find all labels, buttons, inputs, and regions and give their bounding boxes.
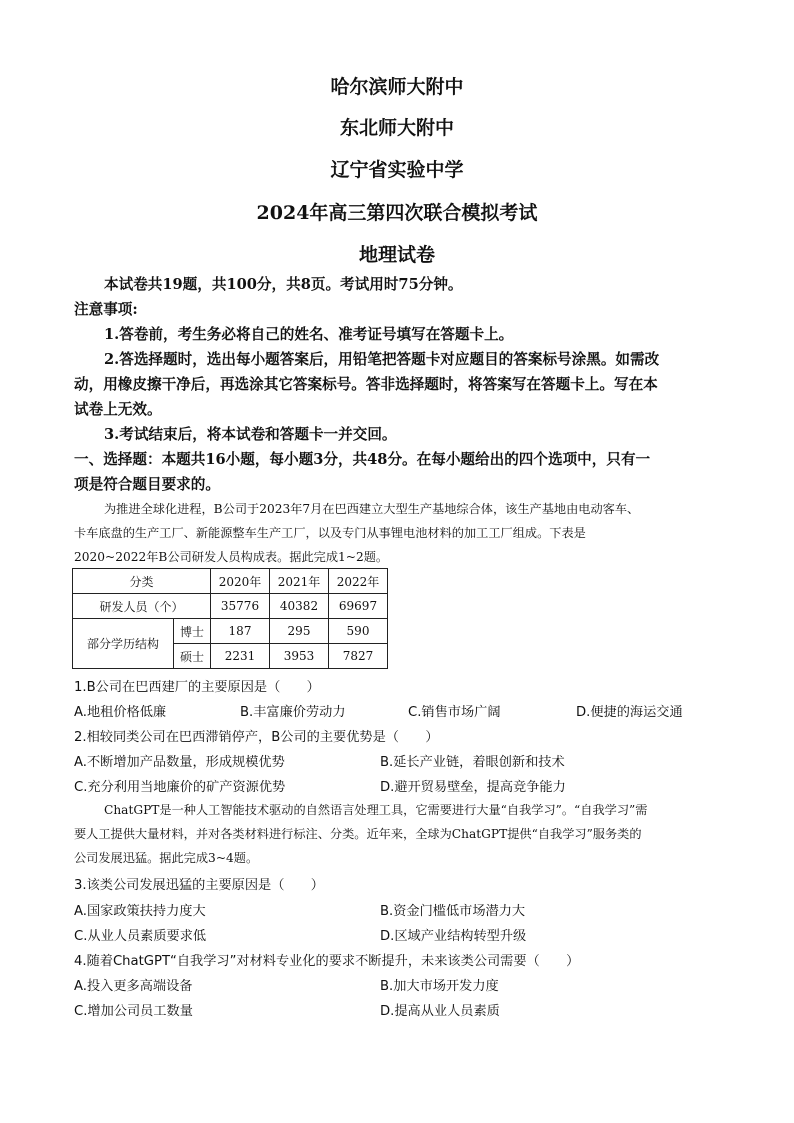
passage-2-line-3: 公司发展迅猛。据此完成3~4题。 bbox=[74, 851, 259, 865]
question-2-option-a: A.不断增加产品数量，形成规模优势 bbox=[74, 755, 285, 770]
question-2-option-d: D.避开贸易壁垒，提高竞争能力 bbox=[380, 780, 566, 795]
note-1: 1.答卷前，考生务必将自己的姓名、准考证号填写在答题卡上。 bbox=[104, 326, 514, 343]
table-cell: 187 bbox=[211, 619, 270, 644]
question-1-option-a: A.地租价格低廉 bbox=[74, 705, 167, 720]
question-3-option-b: B.资金门槛低市场潜力大 bbox=[380, 904, 526, 919]
table-cell: 295 bbox=[270, 619, 329, 644]
rd-staff-table bbox=[72, 568, 388, 669]
table-cell: 590 bbox=[329, 619, 388, 644]
note-2-line-2: 动，用橡皮擦干净后，再选涂其它答案标号。答非选择题时，将答案写在答题卡上。写在本 bbox=[74, 376, 658, 393]
note-2-line-1: 2.答选择题时，选出每小题答案后，用铅笔把答题卡对应题目的答案标号涂黑。如需改 bbox=[104, 351, 660, 368]
subject-title: 地理试卷 bbox=[358, 244, 435, 266]
question-4-option-b: B.加大市场开发力度 bbox=[380, 979, 499, 994]
question-1-option-d: D.便捷的海运交通 bbox=[576, 705, 683, 720]
table-row bbox=[73, 594, 388, 619]
question-2-stem: 2.相较同类公司在巴西滞销停产，B公司的主要优势是（ ） bbox=[74, 730, 439, 745]
passage-1-line-3: 2020~2022年B公司研发人员构成表。据此完成1~2题。 bbox=[74, 550, 389, 564]
table-cell: 35776 bbox=[211, 594, 270, 619]
section-1-heading-line-2: 项是符合题目要求的。 bbox=[74, 476, 220, 493]
table-cell: 40382 bbox=[270, 594, 329, 619]
note-3: 3.考试结束后，将本试卷和答题卡一并交回。 bbox=[104, 426, 397, 443]
table-row bbox=[73, 619, 388, 644]
question-3-option-c: C.从业人员素质要求低 bbox=[74, 929, 207, 944]
table-cell: 7827 bbox=[329, 644, 388, 669]
question-4-stem: 4.随着ChatGPT“自我学习”对材料专业化的要求不断提升，未来该类公司需要（ ） bbox=[74, 954, 580, 969]
question-1-option-b: B.丰富廉价劳动力 bbox=[240, 705, 346, 720]
table-row-label-phd: 博士 bbox=[174, 619, 211, 644]
passage-2-line-1: ChatGPT是一种人工智能技术驱动的自然语言处理工具，它需要进行大量“自我学习”。“自我学习”需 bbox=[104, 803, 648, 817]
table-cell: 69697 bbox=[329, 594, 388, 619]
exam-intro: 本试卷共19题，共100分，共8页。考试用时75分钟。 bbox=[104, 276, 463, 293]
question-4-option-c: C.增加公司员工数量 bbox=[74, 1004, 193, 1019]
table-row-label-master: 硕士 bbox=[174, 644, 211, 669]
table-header-row bbox=[73, 569, 388, 594]
question-4-option-a: A.投入更多高端设备 bbox=[74, 979, 193, 994]
school-name-liaoning: 辽宁省实验中学 bbox=[330, 159, 464, 181]
table-group-label: 部分学历结构 bbox=[73, 619, 174, 669]
table-header-2021: 2021年 bbox=[270, 569, 329, 594]
table-row-label-staff: 研发人员（个） bbox=[73, 594, 211, 619]
question-3-option-a: A.国家政策扶持力度大 bbox=[74, 904, 206, 919]
question-3-option-d: D.区域产业结构转型升级 bbox=[380, 929, 527, 944]
table-cell: 3953 bbox=[270, 644, 329, 669]
question-1-stem: 1.B公司在巴西建厂的主要原因是（ ） bbox=[74, 680, 320, 695]
section-1-heading-line-1: 一、选择题：本题共16小题，每小题3分，共48分。在每小题给出的四个选项中，只有一 bbox=[74, 451, 651, 468]
notes-title: 注意事项: bbox=[74, 301, 138, 318]
question-1-option-c: C.销售市场广阔 bbox=[408, 705, 501, 720]
table-cell: 2231 bbox=[211, 644, 270, 669]
passage-1-line-1: 为推进全球化进程，B公司于2023年7月在巴西建立大型生产基地综合体，该生产基地由电动客车、 bbox=[104, 502, 640, 516]
question-2-option-c: C.充分利用当地廉价的矿产资源优势 bbox=[74, 780, 286, 795]
table-header-category: 分类 bbox=[73, 569, 211, 594]
table-header-2022: 2022年 bbox=[329, 569, 388, 594]
passage-2-line-2: 要人工提供大量材料，并对各类材料进行标注、分类。近年来，全球为ChatGPT提供“自我学习”服务类的 bbox=[74, 827, 642, 841]
question-3-stem: 3.该类公司发展迅猛的主要原因是（ ） bbox=[74, 878, 324, 893]
exam-title: 2024年高三第四次联合模拟考试 bbox=[256, 202, 538, 224]
table-header-2020: 2020年 bbox=[211, 569, 270, 594]
note-2-line-3: 试卷上无效。 bbox=[74, 401, 162, 418]
question-2-option-b: B.延长产业链，着眼创新和技术 bbox=[380, 755, 565, 770]
school-name-harbin: 哈尔滨师大附中 bbox=[330, 76, 464, 98]
school-name-northeast: 东北师大附中 bbox=[339, 117, 454, 139]
question-4-option-d: D.提高从业人员素质 bbox=[380, 1004, 500, 1019]
passage-1-line-2: 卡车底盘的生产工厂、新能源整车生产工厂，以及专门从事锂电池材料的加工工厂组成。下表是 bbox=[74, 526, 586, 540]
